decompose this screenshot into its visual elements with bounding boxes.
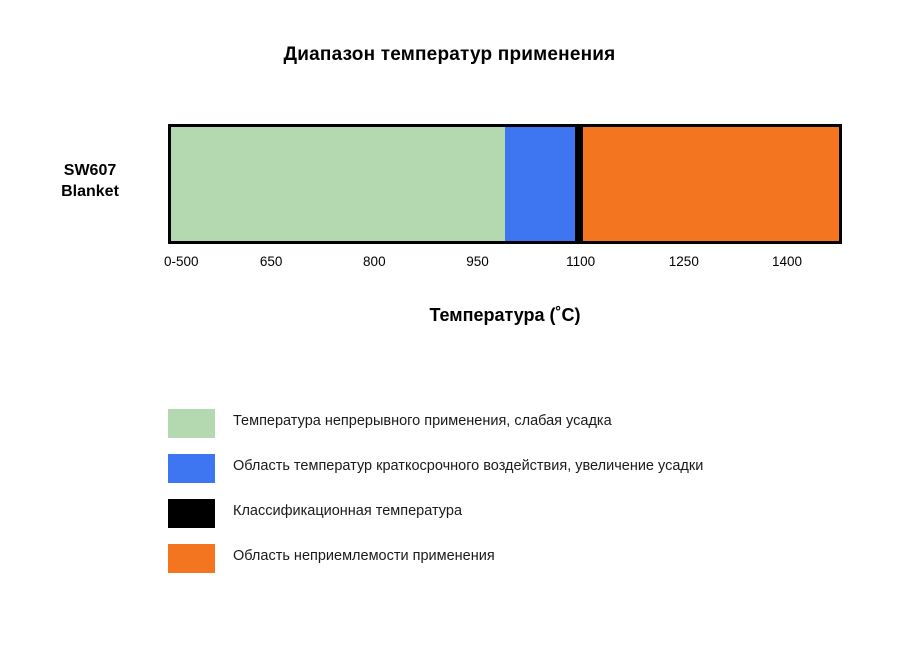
legend-color-swatch: [168, 499, 215, 528]
x-tick-label: 0-500: [164, 254, 199, 269]
x-tick-label: 1250: [668, 254, 699, 269]
chart-legend: [168, 405, 868, 585]
bar-segment-continuous-use: [171, 127, 505, 241]
category-label-line-2: Blanket: [61, 183, 119, 200]
category-label-line-1: SW607: [63, 162, 117, 179]
legend-color-swatch: [168, 454, 215, 483]
legend-item: [168, 450, 868, 495]
legend-item: [168, 540, 868, 585]
x-tick-label: 800: [363, 254, 386, 269]
legend-label: Область неприемлемости применения: [233, 548, 495, 564]
x-axis-title: Температура (˚C): [429, 305, 581, 325]
x-tick-label: 950: [466, 254, 489, 269]
legend-label: Область температур краткосрочного воздействия, увеличение усадки: [233, 458, 704, 474]
bar-segment-classification-temperature: [575, 127, 584, 241]
legend-label: Классификационная температура: [233, 503, 463, 519]
x-tick-label: 1400: [771, 254, 802, 269]
legend-color-swatch: [168, 409, 215, 438]
plot-area: [168, 124, 842, 244]
category-label-sw607: [20, 160, 160, 202]
legend-item: [168, 405, 868, 450]
legend-label: Температура непрерывного применения, слабая усадка: [233, 413, 612, 429]
x-tick-label: 650: [259, 254, 283, 269]
legend-item: [168, 495, 868, 540]
bar-segment-short-term-exposure: [505, 127, 575, 241]
legend-color-swatch: [168, 544, 215, 573]
chart-title: Диапазон температур применения: [283, 44, 616, 65]
bar-segment-unacceptable-use: [583, 127, 839, 241]
x-tick-label: 1100: [566, 254, 596, 269]
